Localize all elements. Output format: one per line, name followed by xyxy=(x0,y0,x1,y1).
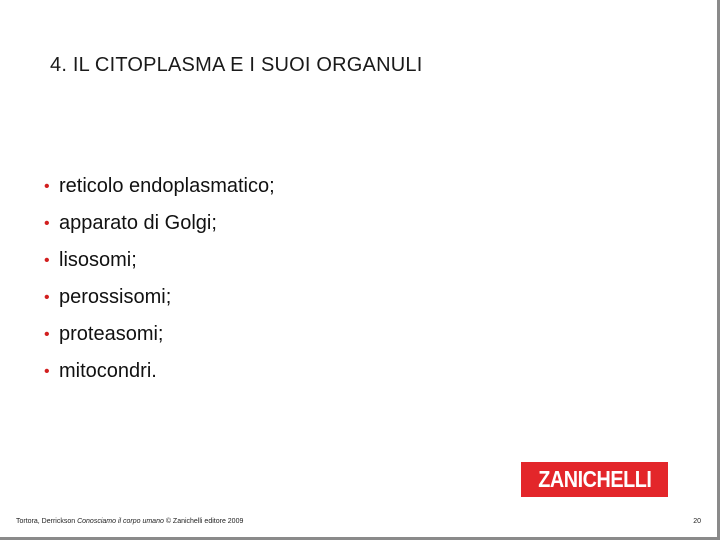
footer-credit xyxy=(16,518,243,525)
list-item-text: reticolo endoplasmatico; xyxy=(59,175,275,197)
logo-text: ZANICHELLI xyxy=(537,466,652,492)
list-item-text: lisosomi; xyxy=(59,249,137,271)
list-item xyxy=(44,316,275,353)
list-item-text: mitocondri. xyxy=(59,360,157,382)
footer-authors: Tortora, Derrickson xyxy=(16,518,76,525)
bullet-list xyxy=(44,168,275,390)
footer-book-title: Conosciamo il corpo umano xyxy=(77,518,164,525)
page-number: 20 xyxy=(693,518,701,525)
list-item-text: proteasomi; xyxy=(59,323,164,345)
list-item xyxy=(44,242,275,279)
footer-publisher: © Zanichelli editore 2009 xyxy=(165,518,244,525)
page-title: 4. IL CITOPLASMA E I SUOI ORGANULI xyxy=(50,54,423,76)
zanichelli-logo xyxy=(521,462,668,497)
list-item xyxy=(44,168,275,205)
list-item xyxy=(44,279,275,316)
list-item-text: perossisomi; xyxy=(59,286,172,308)
bullet-icon: • xyxy=(44,363,50,380)
list-item-text: apparato di Golgi; xyxy=(59,212,217,234)
list-item xyxy=(44,353,275,390)
list-item xyxy=(44,205,275,242)
bullet-icon: • xyxy=(44,289,50,306)
bullet-icon: • xyxy=(44,326,50,343)
bullet-icon: • xyxy=(44,215,50,232)
bullet-icon: • xyxy=(44,252,50,269)
bullet-icon: • xyxy=(44,178,50,195)
